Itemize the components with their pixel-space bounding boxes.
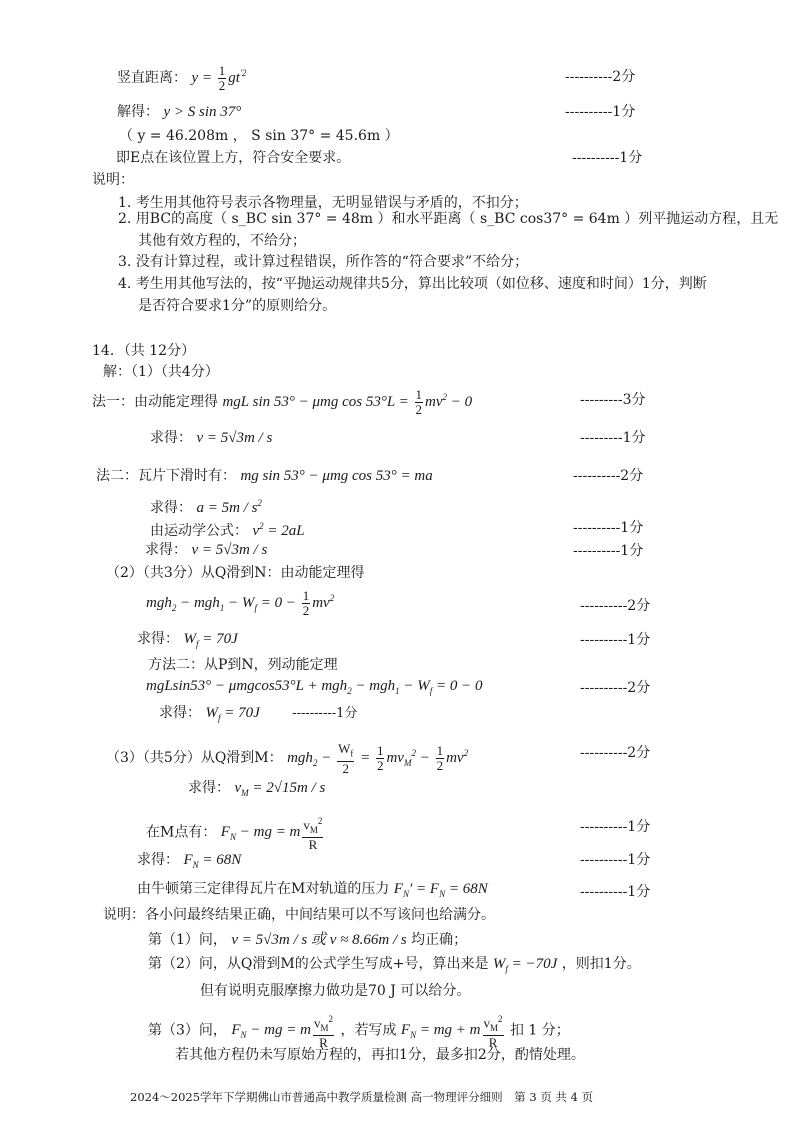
result-line <box>145 541 267 559</box>
result-line <box>159 704 357 727</box>
label-text: ，则扣1分。 <box>561 956 641 972</box>
label-text: ，若写成 <box>340 1022 397 1039</box>
method-one-line <box>92 388 472 417</box>
formula: mg sin 53° − μmg cos 53° = ma <box>240 468 433 484</box>
page-footer: 2024～2025学年下学期佛山市普通高中教学质量检测 高一物理评分细则 第 3 页 共 4 页 <box>130 1090 594 1104</box>
formula: $W_f = 70J$ <box>183 631 238 649</box>
label-text: 由运动学公式： <box>150 523 248 539</box>
formula: $mgh_2 - mgh_1 - W_f = 0$ − $\frac{1}{2}$ $mv^2$ <box>146 588 335 619</box>
result-line <box>137 630 238 653</box>
formula: $W_f = 70J$ <box>205 705 260 723</box>
score-marker: ----------1分 <box>573 543 644 559</box>
label-text: 在M点有： <box>146 824 217 841</box>
label-text: 法一：由动能定理得 <box>92 394 218 410</box>
label-text: （3）（共5分）从Q滑到M： <box>106 750 283 767</box>
formula: v = 5√3m / s <box>196 430 273 446</box>
note-item-cont: 其他有效方程的，不给分； <box>138 233 306 249</box>
score-marker: ----------1分 <box>580 632 651 648</box>
score-marker: ----------2分 <box>580 680 651 696</box>
point-m-line <box>146 814 325 852</box>
formula: mgL sin 53° − μmg cos 53°L = $\frac{1}{2}$ $mv^2 - 0$ <box>222 387 473 418</box>
score-marker: ---------3分 <box>580 392 646 408</box>
vertical-distance-line <box>117 64 246 93</box>
score-marker: ----------1分 <box>565 104 636 120</box>
label-text: 法二：瓦片下滑时有： <box>96 468 236 484</box>
label-text: 求得： <box>150 500 192 516</box>
label-text: 求得： <box>145 542 187 558</box>
result-line <box>150 494 262 517</box>
label-text: 扣 1 分； <box>509 1022 570 1039</box>
result-line <box>137 851 241 874</box>
score-marker: ----------2分 <box>580 598 651 614</box>
note-line: 若其他方程仍未写原始方程的，再扣1分，最多扣2分，酌情处理。 <box>175 1047 585 1063</box>
part-three-line <box>106 742 468 776</box>
score-marker: ----------1分 <box>580 884 651 900</box>
solve-line <box>117 103 241 121</box>
label-text: 第（3）问， <box>148 1022 227 1039</box>
note-line <box>148 931 467 949</box>
note-heading: 说明： <box>92 172 134 188</box>
formula: $v^2 = 2aL$ <box>252 521 305 539</box>
part-heading: 解：（1）（共4分） <box>103 364 219 380</box>
formula: y = $\frac{1}{2}$ $gt^{'2}$ <box>191 63 247 94</box>
note-line <box>148 1012 570 1050</box>
method-two-heading: 方法二：从P到N，列动能定理 <box>148 657 338 673</box>
formula: $W_f = -70J$ <box>492 956 558 974</box>
note-item: 2. 用BC的高度（ s_BC sin 37° = 48m ）和水平距离（ s_BC cos37° = 64m ）列平抛运动方程，且无 <box>118 211 779 227</box>
score-marker: ----------2分 <box>573 468 644 484</box>
part-heading: （2）（共3分）从Q滑到N：由动能定理得 <box>106 565 365 581</box>
energy-equation-line <box>146 677 483 700</box>
energy-equation-line <box>146 589 334 618</box>
note-line: 说明：各小问最终结果正确，中间结果可以不写该问也给满分。 <box>103 907 495 923</box>
method-two-line <box>96 467 433 485</box>
label-text: 由牛顿第三定律得瓦片在M对轨道的压力 <box>137 881 390 897</box>
note-line <box>148 955 641 978</box>
score-marker: ----------1分 <box>573 520 644 536</box>
formula: y > S sin 37° <box>163 104 242 120</box>
formula: $F_N$ = mg + m $\frac{v_M^2}{R}$ <box>400 1014 503 1050</box>
label-text: 第（2）问，从Q滑到M的公式学生写成+号，算出来是 <box>148 956 489 972</box>
note-line: 但有说明克服摩擦力做功是70 J 可以给分。 <box>200 983 471 999</box>
score-marker: ----------1分 <box>572 150 643 166</box>
formula: mgh$_2$ − $\frac{W_f}{2}$ = $\frac{1}{2}$ $mv_M^2$ − $\frac{1}{2}$ $mv^2$ <box>287 741 469 776</box>
score-marker: ----------1分 <box>580 819 651 835</box>
inline-score: ----------1分 <box>292 706 358 721</box>
formula: $v_M = 2√15m / s$ <box>234 780 326 798</box>
formula: $F_N = 68N$ <box>183 852 242 870</box>
values-line: （ y = 46.208m ， S sin 37° = 45.6m ） <box>119 128 399 144</box>
formula: $a = 5m / s^2$ <box>196 498 262 516</box>
conclusion-line: 即E点在该位置上方，符合安全要求。 <box>116 150 351 166</box>
note-item-cont: 是否符合要求1分”的原则给分。 <box>138 298 337 314</box>
label-text: 均正确； <box>411 932 468 948</box>
score-marker: ---------1分 <box>580 430 646 446</box>
label-text: 求得： <box>137 631 179 647</box>
label-text: 求得： <box>150 430 192 446</box>
note-item: 1. 考生用其他符号表示各物理量，无明显错误与矛盾的，不扣分； <box>118 195 528 211</box>
formula: $F_N' = F_N = 68N$ <box>393 881 488 899</box>
result-line <box>150 429 272 447</box>
label-text: 竖直距离： <box>117 70 187 86</box>
score-marker: ----------2分 <box>565 69 636 85</box>
formula: v = 5√3m / s <box>191 542 268 558</box>
label-text: 求得： <box>188 780 230 796</box>
result-line <box>188 779 325 802</box>
question-heading: 14．（共 12分） <box>92 343 196 359</box>
note-item: 3. 没有计算过程，或计算过程错误，所作答的“符合要求”不给分； <box>118 254 529 270</box>
formula: $mgLsin53^\circ - \mu mgcos53^\circ L + mgh_2 - mgh_1 - W_f = 0 - 0$ <box>146 678 483 696</box>
note-item: 4. 考生用其他写法的，按“平抛运动规律共5分，算出比较项（如位移、速度和时间）1分，判断 <box>118 276 707 292</box>
formula: v = 5√3m / s 或 v ≈ 8.66m / s <box>231 932 407 948</box>
score-marker: ----------1分 <box>580 852 651 868</box>
label-text: 解得： <box>117 104 159 120</box>
formula: $F_N$ − mg = m $\frac{v_M^2}{R}$ <box>231 1014 333 1050</box>
newton-third-law-line <box>137 880 488 903</box>
label-text: 第（1）问， <box>148 932 227 948</box>
kinematics-line <box>150 517 305 540</box>
score-marker: ----------2分 <box>580 745 651 761</box>
label-text: 求得： <box>159 705 201 721</box>
formula: $F_N$ − mg = m $\frac{v_M^2}{R}$ <box>220 816 323 852</box>
label-text: 求得： <box>137 852 179 868</box>
